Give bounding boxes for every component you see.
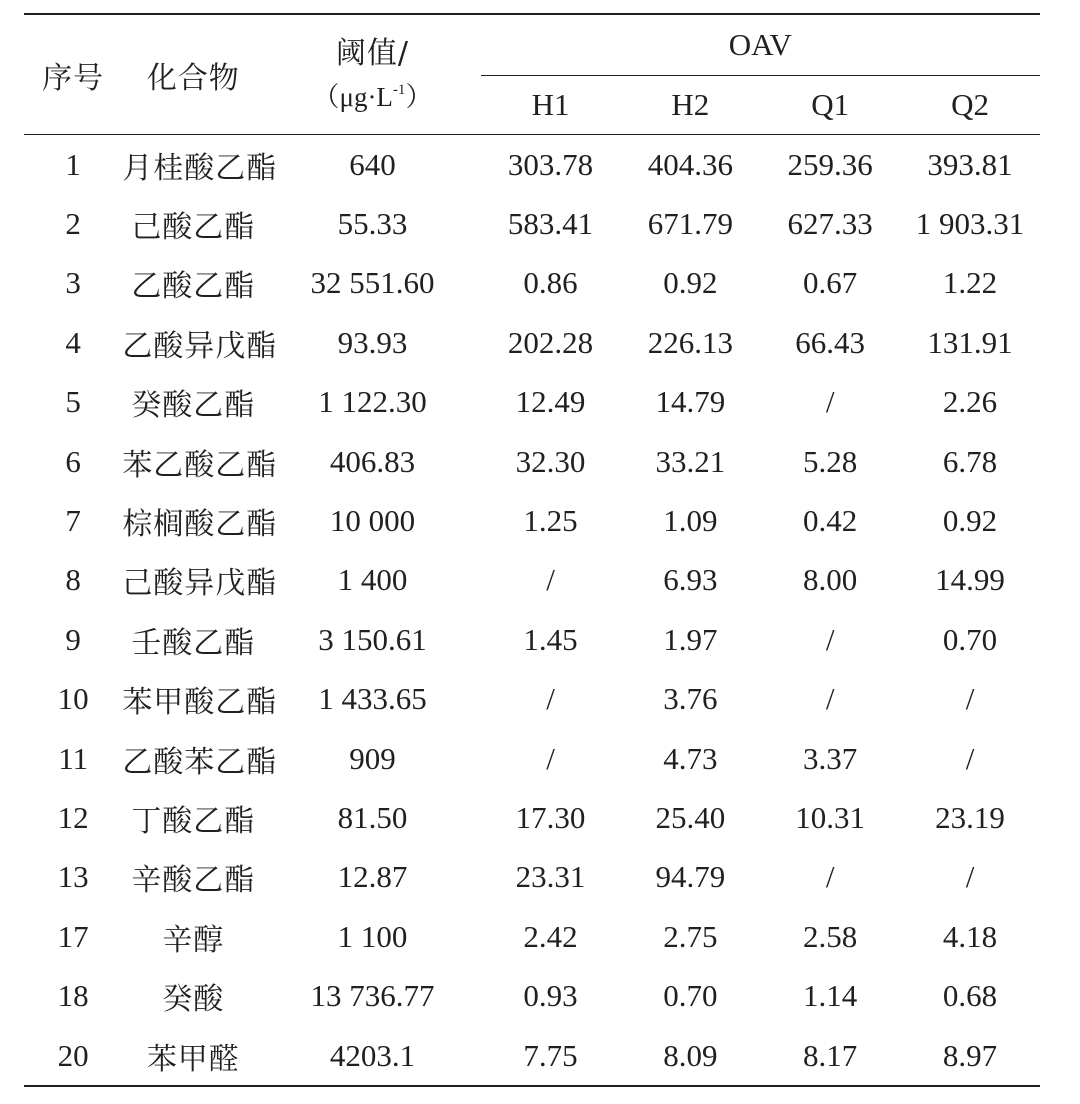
cell-compound: 乙酸苯乙酯 xyxy=(122,744,278,780)
cell-q1: 5.28 xyxy=(803,443,858,479)
cell-no: 17 xyxy=(57,918,89,954)
table-body xyxy=(24,135,1040,1087)
cell-h1: 583.41 xyxy=(507,206,594,242)
table-row xyxy=(24,194,1040,253)
cell-no: 18 xyxy=(57,978,89,1014)
cell-compound: 辛醇 xyxy=(162,922,225,958)
cell-q1: / xyxy=(825,384,835,420)
table-header xyxy=(24,14,1040,135)
table-row xyxy=(24,1026,1040,1086)
cell-h1: 7.75 xyxy=(481,1026,621,1086)
cell-no: 6 xyxy=(65,443,81,479)
cell-h1: 202.28 xyxy=(507,324,594,360)
cell-compound: 己酸乙酯 xyxy=(131,210,256,246)
cell-no: 12 xyxy=(57,799,89,835)
cell-threshold: 1 100 xyxy=(337,918,408,954)
table-row xyxy=(24,966,1040,1025)
cell-h2: 4.73 xyxy=(663,740,718,776)
cell-h2: 1.97 xyxy=(663,621,718,657)
cell-h2: 671.79 xyxy=(647,206,733,242)
cell-no: 13 xyxy=(57,859,89,895)
cell-threshold: 909 xyxy=(349,740,396,776)
cell-q1: 2.58 xyxy=(803,918,858,954)
cell-compound: 癸酸 xyxy=(162,982,225,1018)
cell-q2: / xyxy=(965,740,975,776)
cell-threshold: 1 400 xyxy=(337,562,408,598)
cell-q2: 6.78 xyxy=(942,443,998,479)
cell-no: 3 xyxy=(65,265,81,301)
header-threshold-unit: $(\mu g\cdot L^{-1})$ xyxy=(312,81,433,112)
cell-threshold: 12.87 xyxy=(337,859,408,895)
cell-h1: 1.25 xyxy=(523,503,578,539)
cell-no: 10 xyxy=(57,681,89,717)
table-row xyxy=(24,491,1040,550)
cell-threshold: 55.33 xyxy=(337,206,408,242)
cell-compound: 苯甲酸乙酯 xyxy=(122,685,278,721)
header-h1: H1 xyxy=(481,76,621,135)
cell-threshold: 13 736.77 xyxy=(310,978,435,1014)
cell-threshold: 3 150.61 xyxy=(318,621,427,657)
cell-h2: 1.09 xyxy=(663,503,718,539)
cell-q1: 259.36 xyxy=(787,146,873,182)
cell-h2: 33.21 xyxy=(655,443,726,479)
oav-table xyxy=(24,13,1040,1087)
cell-q2: / xyxy=(965,859,975,895)
cell-no: 2 xyxy=(65,206,81,242)
cell-compound: 苯甲醛 xyxy=(122,1026,264,1086)
cell-q2: 131.91 xyxy=(927,324,1013,360)
cell-q1: 0.42 xyxy=(803,503,858,539)
cell-q2: / xyxy=(965,681,975,717)
table-row xyxy=(24,848,1040,907)
cell-h1: 17.30 xyxy=(515,799,586,835)
cell-compound: 壬酸乙酯 xyxy=(131,625,256,661)
cell-threshold: 1 122.30 xyxy=(318,384,427,420)
cell-h2: 0.70 xyxy=(663,978,718,1014)
cell-compound: 苯乙酸乙酯 xyxy=(122,447,278,483)
cell-no: 9 xyxy=(65,621,81,657)
cell-h2: 226.13 xyxy=(647,324,733,360)
cell-compound: 癸酸乙酯 xyxy=(131,388,256,424)
cell-q1: 10.31 xyxy=(795,799,866,835)
cell-threshold: 10 000 xyxy=(329,503,416,539)
cell-compound: 己酸异戊酯 xyxy=(122,566,278,602)
header-h2: H2 xyxy=(620,76,760,135)
table-row xyxy=(24,907,1040,966)
cell-compound: 辛酸乙酯 xyxy=(131,863,256,899)
cell-q2: 0.70 xyxy=(942,621,998,657)
cell-no: 4 xyxy=(65,324,81,360)
cell-h1: 23.31 xyxy=(515,859,586,895)
cell-h1: 0.93 xyxy=(523,978,578,1014)
table-row xyxy=(24,788,1040,847)
cell-q1: 1.14 xyxy=(803,978,858,1014)
cell-h2: 2.75 xyxy=(663,918,718,954)
cell-q1: 3.37 xyxy=(803,740,858,776)
table-row xyxy=(24,135,1040,195)
cell-h2: 3.76 xyxy=(663,681,718,717)
table-row xyxy=(24,729,1040,788)
cell-h1: / xyxy=(546,740,555,776)
header-compound: 化合物 xyxy=(122,14,264,135)
cell-no: 20 xyxy=(24,1026,122,1086)
cell-threshold: 4203.1 xyxy=(264,1026,480,1086)
cell-q1: / xyxy=(825,859,835,895)
cell-q2: 8.97 xyxy=(900,1026,1040,1086)
cell-h2: 6.93 xyxy=(663,562,718,598)
cell-h1: 303.78 xyxy=(507,146,594,182)
cell-h1: 32.30 xyxy=(515,443,586,479)
cell-h2: 404.36 xyxy=(647,146,733,182)
cell-q2: 23.19 xyxy=(935,799,1005,835)
cell-compound: 丁酸乙酯 xyxy=(131,803,256,839)
cell-h1: 1.45 xyxy=(523,621,578,657)
header-threshold xyxy=(264,14,480,135)
cell-q1: 66.43 xyxy=(795,324,866,360)
cell-h1: 12.49 xyxy=(515,384,586,420)
cell-q1: 8.00 xyxy=(803,562,858,598)
cell-threshold: 32 551.60 xyxy=(310,265,435,301)
cell-q1: / xyxy=(825,621,835,657)
header-threshold-label: 阈值/ xyxy=(335,35,410,71)
cell-h2: 25.40 xyxy=(655,799,726,835)
cell-q2: 0.92 xyxy=(942,503,998,539)
table-row xyxy=(24,432,1040,491)
cell-h1: / xyxy=(546,562,555,598)
cell-q2: 1.22 xyxy=(942,265,998,301)
table-row xyxy=(24,373,1040,432)
header-no: 序号 xyxy=(24,14,122,135)
cell-h2: 94.79 xyxy=(655,859,726,895)
table-row xyxy=(24,670,1040,729)
cell-h1: 0.86 xyxy=(523,265,578,301)
cell-threshold: 640 xyxy=(349,146,396,182)
cell-compound: 棕榈酸乙酯 xyxy=(122,507,278,543)
cell-q2: 393.81 xyxy=(927,146,1013,182)
cell-q2: 14.99 xyxy=(935,562,1005,598)
header-q1: Q1 xyxy=(760,76,900,135)
cell-no: 5 xyxy=(65,384,81,420)
header-oav-group: OAV xyxy=(481,14,1040,76)
cell-threshold: 81.50 xyxy=(337,799,408,835)
cell-q1: 8.17 xyxy=(760,1026,900,1086)
cell-h2: 14.79 xyxy=(655,384,726,420)
table-row xyxy=(24,254,1040,313)
cell-q1: 627.33 xyxy=(787,206,873,242)
cell-q2: 2.26 xyxy=(942,384,998,420)
cell-threshold: 1 433.65 xyxy=(318,681,427,717)
cell-q2: 0.68 xyxy=(942,978,998,1014)
cell-q2: 1 903.31 xyxy=(915,206,1025,242)
header-q2: Q2 xyxy=(900,76,1040,135)
cell-no: 1 xyxy=(65,146,81,182)
oav-table-container xyxy=(24,13,1040,1087)
cell-compound: 乙酸异戊酯 xyxy=(122,328,278,364)
cell-h1: 2.42 xyxy=(523,918,578,954)
table-row xyxy=(24,313,1040,372)
cell-h2: 8.09 xyxy=(620,1026,760,1086)
cell-h1: / xyxy=(546,681,555,717)
cell-q1: / xyxy=(825,681,835,717)
cell-q1: 0.67 xyxy=(803,265,858,301)
cell-compound: 乙酸乙酯 xyxy=(131,269,256,305)
cell-no: 11 xyxy=(58,740,89,776)
cell-h2: 0.92 xyxy=(663,265,718,301)
cell-compound: 月桂酸乙酯 xyxy=(122,150,278,186)
table-row xyxy=(24,610,1040,669)
cell-no: 7 xyxy=(65,503,81,539)
table-row xyxy=(24,551,1040,610)
cell-threshold: 93.93 xyxy=(337,324,408,360)
cell-threshold: 406.83 xyxy=(329,443,416,479)
cell-no: 8 xyxy=(65,562,81,598)
cell-q2: 4.18 xyxy=(942,918,998,954)
